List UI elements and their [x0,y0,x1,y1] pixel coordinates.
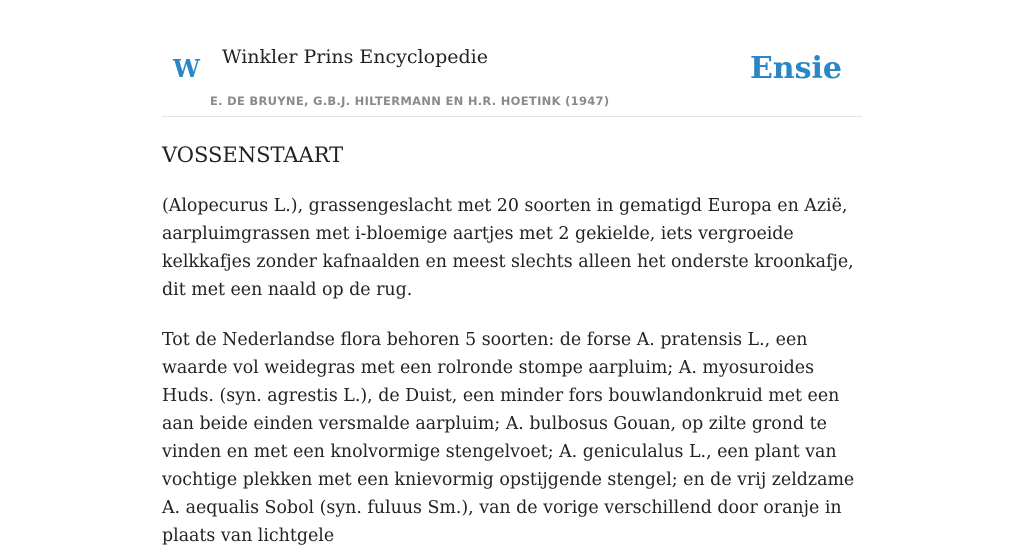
article [162,140,862,550]
ensie-logo[interactable]: Ensie [749,51,842,86]
article-headword: VOSSENSTAART [162,143,344,167]
source-title[interactable]: Winkler Prins Encyclopedie [222,46,488,68]
article-paragraph: (Alopecurus L.), grassengeslacht met 20 soorten in gematigd Europa en Azië, aarpluimgrassen met i-bloemige aartjes met 2 gekielde, iets vergroeide kelkkafjes zonder kafnaalden en meest slechts alleen het onderste kroonkafje, dit met een naald op de rug. [162,196,854,300]
source-header [162,38,862,117]
winkler-prins-logo[interactable]: W [173,54,200,83]
article-paragraph: Tot de Nederlandse flora behoren 5 soorten: de forse A. pratensis L., een waarde vol weidegras met een rolronde stompe aarpluim; A. myosuroides Huds. (syn. agrestis L.), de Duist, een minder fors bouwlandonkruid met een aan beide einden versmalde aarpluim; A. bulbosus Gouan, op zilte grond te vinden en met een knolvormige stengelvoet; A. geniculalus L., een plant van vochtige plekken met een knievormig opstijgende stengel; en de vrij zeldzame A. aequalis Sobol (syn. fuluus Sm.), van de vorige verschillend door oranje in plaats van lichtgele [162,330,855,546]
source-authors: E. DE BRUYNE, G.B.J. HILTERMANN EN H.R. HOETINK (1947) [210,94,610,108]
